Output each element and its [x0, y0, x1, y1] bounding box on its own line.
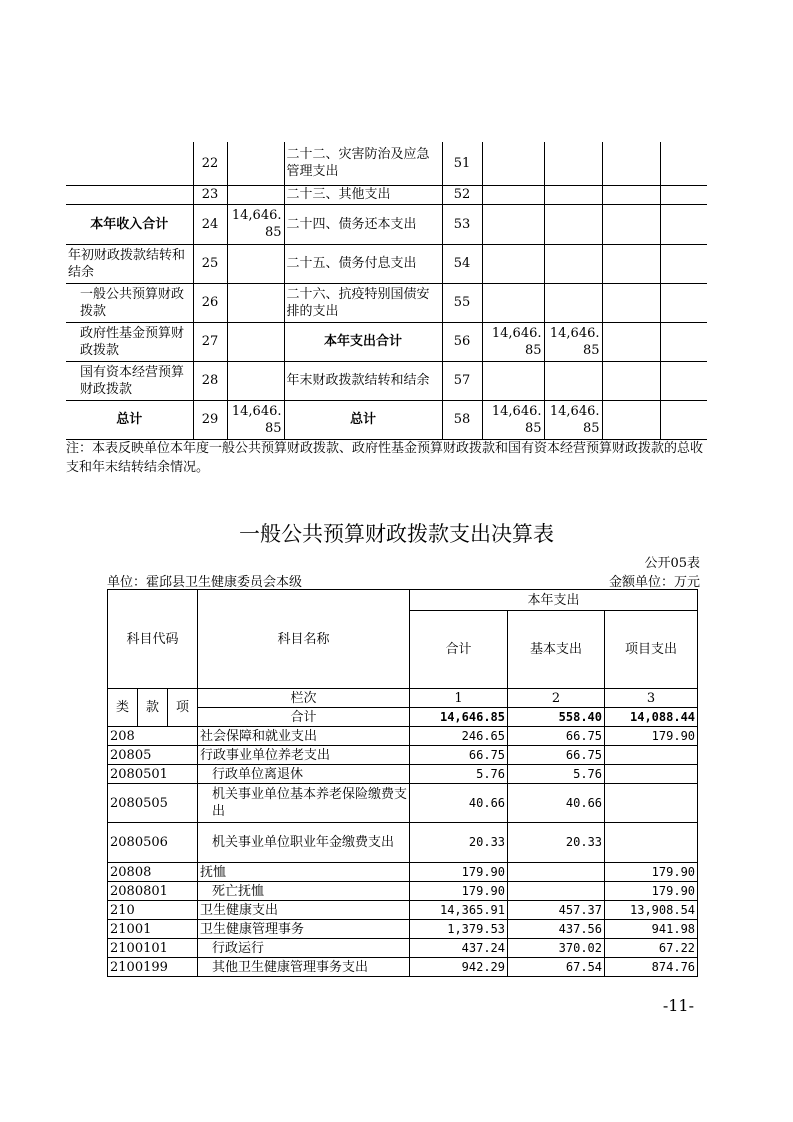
income-amount: 14,646.85 [227, 400, 284, 439]
expense-amount-capital [660, 283, 707, 322]
expense-item: 二十五、债务付息支出 [284, 244, 442, 283]
table-row [108, 920, 698, 939]
subject-code: 20808 [108, 863, 198, 882]
expense-amount-general [544, 244, 602, 283]
report-title: 一般公共预算财政拨款支出决算表 [239, 522, 554, 546]
table-row [108, 863, 698, 882]
subject-code: 2080506 [108, 823, 198, 863]
header-lei: 类 [108, 689, 138, 727]
amount-total: 40.66 [410, 784, 508, 823]
expense-line-no: 53 [442, 204, 482, 244]
income-line-no: 26 [193, 283, 227, 322]
column-number-row [108, 689, 698, 708]
income-line-no: 23 [193, 185, 227, 204]
income-item: 政府性基金预算财政拨款 [66, 322, 193, 361]
subject-code: 2080505 [108, 784, 198, 823]
expense-item: 二十二、灾害防治及应急管理支出 [284, 142, 442, 185]
income-item: 总计 [66, 400, 193, 439]
expense-amount-fund [602, 322, 660, 361]
expense-amount-fund [602, 361, 660, 400]
income-line-no: 22 [193, 142, 227, 185]
amount-basic: 66.75 [508, 746, 605, 765]
expense-item: 本年支出合计 [284, 322, 442, 361]
subject-name: 行政运行 [198, 939, 410, 958]
amount-basic: 67.54 [508, 958, 605, 977]
reporting-unit: 单位：霍邱县卫生健康委员会本级 [107, 575, 303, 590]
header-xiang: 项 [168, 689, 198, 727]
subject-code: 20805 [108, 746, 198, 765]
expense-amount-capital [660, 185, 707, 204]
subject-name: 机关事业单位职业年金缴费支出 [198, 823, 410, 863]
table-row [66, 283, 707, 322]
sum-basic: 558.40 [508, 708, 605, 727]
expense-item: 二十四、债务还本支出 [284, 204, 442, 244]
amount-project: 179.90 [605, 863, 698, 882]
amount-basic: 5.76 [508, 765, 605, 784]
expense-amount-general [544, 185, 602, 204]
table-row [66, 244, 707, 283]
expense-amount-general [544, 283, 602, 322]
subject-name: 卫生健康支出 [198, 901, 410, 920]
expense-amount-total: 14,646.85 [482, 400, 544, 439]
subject-code: 210 [108, 901, 198, 920]
expense-amount-general [544, 204, 602, 244]
income-line-no: 27 [193, 322, 227, 361]
expense-amount-total [482, 244, 544, 283]
expense-amount-general [544, 142, 602, 185]
income-amount [227, 283, 284, 322]
amount-total: 437.24 [410, 939, 508, 958]
amount-project: 179.90 [605, 727, 698, 746]
income-line-no: 29 [193, 400, 227, 439]
subject-code: 2080501 [108, 765, 198, 784]
expense-amount-capital [660, 204, 707, 244]
expense-amount-fund [602, 244, 660, 283]
header-subject-code: 科目代码 [108, 590, 198, 689]
expense-line-no: 56 [442, 322, 482, 361]
sum-project: 14,088.44 [605, 708, 698, 727]
column-number-2: 2 [508, 689, 605, 708]
expense-line-no: 57 [442, 361, 482, 400]
expense-amount-total: 14,646.85 [482, 322, 544, 361]
expense-amount-fund [602, 400, 660, 439]
header-kuan: 款 [138, 689, 168, 727]
subject-name: 社会保障和就业支出 [198, 727, 410, 746]
expenditure-table [107, 589, 698, 977]
table-row [108, 727, 698, 746]
expense-amount-general: 14,646.85 [544, 400, 602, 439]
amount-project [605, 746, 698, 765]
amount-basic: 66.75 [508, 727, 605, 746]
amount-project [605, 765, 698, 784]
expense-amount-total [482, 185, 544, 204]
expense-item: 总计 [284, 400, 442, 439]
column-number-3: 3 [605, 689, 698, 708]
table-row [108, 939, 698, 958]
expense-item: 二十三、其他支出 [284, 185, 442, 204]
page-number: -11- [662, 996, 694, 1015]
table-row [66, 400, 707, 439]
sum-total: 14,646.85 [410, 708, 508, 727]
amount-basic [508, 882, 605, 901]
expense-amount-fund [602, 142, 660, 185]
amount-total: 14,365.91 [410, 901, 508, 920]
income-line-no: 24 [193, 204, 227, 244]
amount-total: 5.76 [410, 765, 508, 784]
income-item: 本年收入合计 [66, 204, 193, 244]
subject-name: 卫生健康管理事务 [198, 920, 410, 939]
expense-line-no: 51 [442, 142, 482, 185]
expense-amount-fund [602, 204, 660, 244]
column-number-1: 1 [410, 689, 508, 708]
table-row [108, 784, 698, 823]
subject-name: 行政单位离退休 [198, 765, 410, 784]
expense-line-no: 54 [442, 244, 482, 283]
expense-amount-general: 14,646.85 [544, 322, 602, 361]
subject-code: 2100101 [108, 939, 198, 958]
table-row [108, 765, 698, 784]
table-row [66, 185, 707, 204]
subject-code: 208 [108, 727, 198, 746]
income-item: 年初财政拨款结转和结余 [66, 244, 193, 283]
subject-code: 2080801 [108, 882, 198, 901]
table-note: 注：本表反映单位本年度一般公共预算财政拨款、政府性基金预算财政拨款和国有资本经营预算财政拨款的总收支和年末结转结余情况。 [66, 441, 704, 475]
expense-amount-capital [660, 400, 707, 439]
expense-amount-capital [660, 142, 707, 185]
table-row [108, 958, 698, 977]
expense-line-no: 52 [442, 185, 482, 204]
header-row [108, 590, 698, 611]
amount-basic: 370.02 [508, 939, 605, 958]
header-subject-name: 科目名称 [198, 590, 410, 689]
income-amount [227, 244, 284, 283]
expense-item: 年末财政拨款结转和结余 [284, 361, 442, 400]
income-amount [227, 361, 284, 400]
income-line-no: 25 [193, 244, 227, 283]
income-expense-table-continued [66, 142, 707, 440]
subject-name: 死亡抚恤 [198, 882, 410, 901]
header-current-year-expense: 本年支出 [410, 590, 698, 611]
subject-name: 抚恤 [198, 863, 410, 882]
expense-amount-fund [602, 185, 660, 204]
amount-total: 1,379.53 [410, 920, 508, 939]
amount-basic: 457.37 [508, 901, 605, 920]
amount-project: 67.22 [605, 939, 698, 958]
subject-name: 其他卫生健康管理事务支出 [198, 958, 410, 977]
header-basic-expense: 基本支出 [508, 611, 605, 689]
table-row [108, 882, 698, 901]
amount-basic: 437.56 [508, 920, 605, 939]
amount-project [605, 823, 698, 863]
header-column-label: 栏次 [198, 689, 410, 708]
expense-amount-fund [602, 283, 660, 322]
table-row [108, 901, 698, 920]
expense-line-no: 58 [442, 400, 482, 439]
table-row [66, 361, 707, 400]
amount-unit: 金额单位：万元 [608, 575, 700, 590]
amount-total: 179.90 [410, 863, 508, 882]
header-total: 合计 [410, 611, 508, 689]
header-project-expense: 项目支出 [605, 611, 698, 689]
expense-amount-capital [660, 322, 707, 361]
amount-project: 874.76 [605, 958, 698, 977]
income-item: 国有资本经营预算财政拨款 [66, 361, 193, 400]
income-amount [227, 322, 284, 361]
subject-name: 机关事业单位基本养老保险缴费支出 [198, 784, 410, 823]
amount-project: 13,908.54 [605, 901, 698, 920]
amount-project: 179.90 [605, 882, 698, 901]
income-amount: 14,646.85 [227, 204, 284, 244]
expense-line-no: 55 [442, 283, 482, 322]
sum-label: 合计 [198, 708, 410, 727]
table-row [66, 204, 707, 244]
expense-amount-total [482, 204, 544, 244]
expense-amount-total [482, 283, 544, 322]
amount-basic [508, 863, 605, 882]
expense-amount-capital [660, 361, 707, 400]
expense-amount-capital [660, 244, 707, 283]
table-row [66, 142, 707, 185]
amount-basic: 40.66 [508, 784, 605, 823]
amount-total: 246.65 [410, 727, 508, 746]
amount-total: 942.29 [410, 958, 508, 977]
subject-code: 2100199 [108, 958, 198, 977]
amount-total: 179.90 [410, 882, 508, 901]
amount-total: 20.33 [410, 823, 508, 863]
expense-amount-total [482, 142, 544, 185]
expense-item: 二十六、抗疫特别国债安排的支出 [284, 283, 442, 322]
income-line-no: 28 [193, 361, 227, 400]
expense-amount-general [544, 361, 602, 400]
income-item: 一般公共预算财政拨款 [66, 283, 193, 322]
amount-project: 941.98 [605, 920, 698, 939]
amount-total: 66.75 [410, 746, 508, 765]
subject-code: 21001 [108, 920, 198, 939]
amount-project [605, 784, 698, 823]
expense-amount-total [482, 361, 544, 400]
subject-name: 行政事业单位养老支出 [198, 746, 410, 765]
public-table-number: 公开05表 [644, 556, 700, 571]
income-amount [227, 185, 284, 204]
income-item [66, 142, 193, 185]
income-amount [227, 142, 284, 185]
table-row [108, 823, 698, 863]
table-row [66, 322, 707, 361]
income-item [66, 185, 193, 204]
table-row [108, 746, 698, 765]
amount-basic: 20.33 [508, 823, 605, 863]
